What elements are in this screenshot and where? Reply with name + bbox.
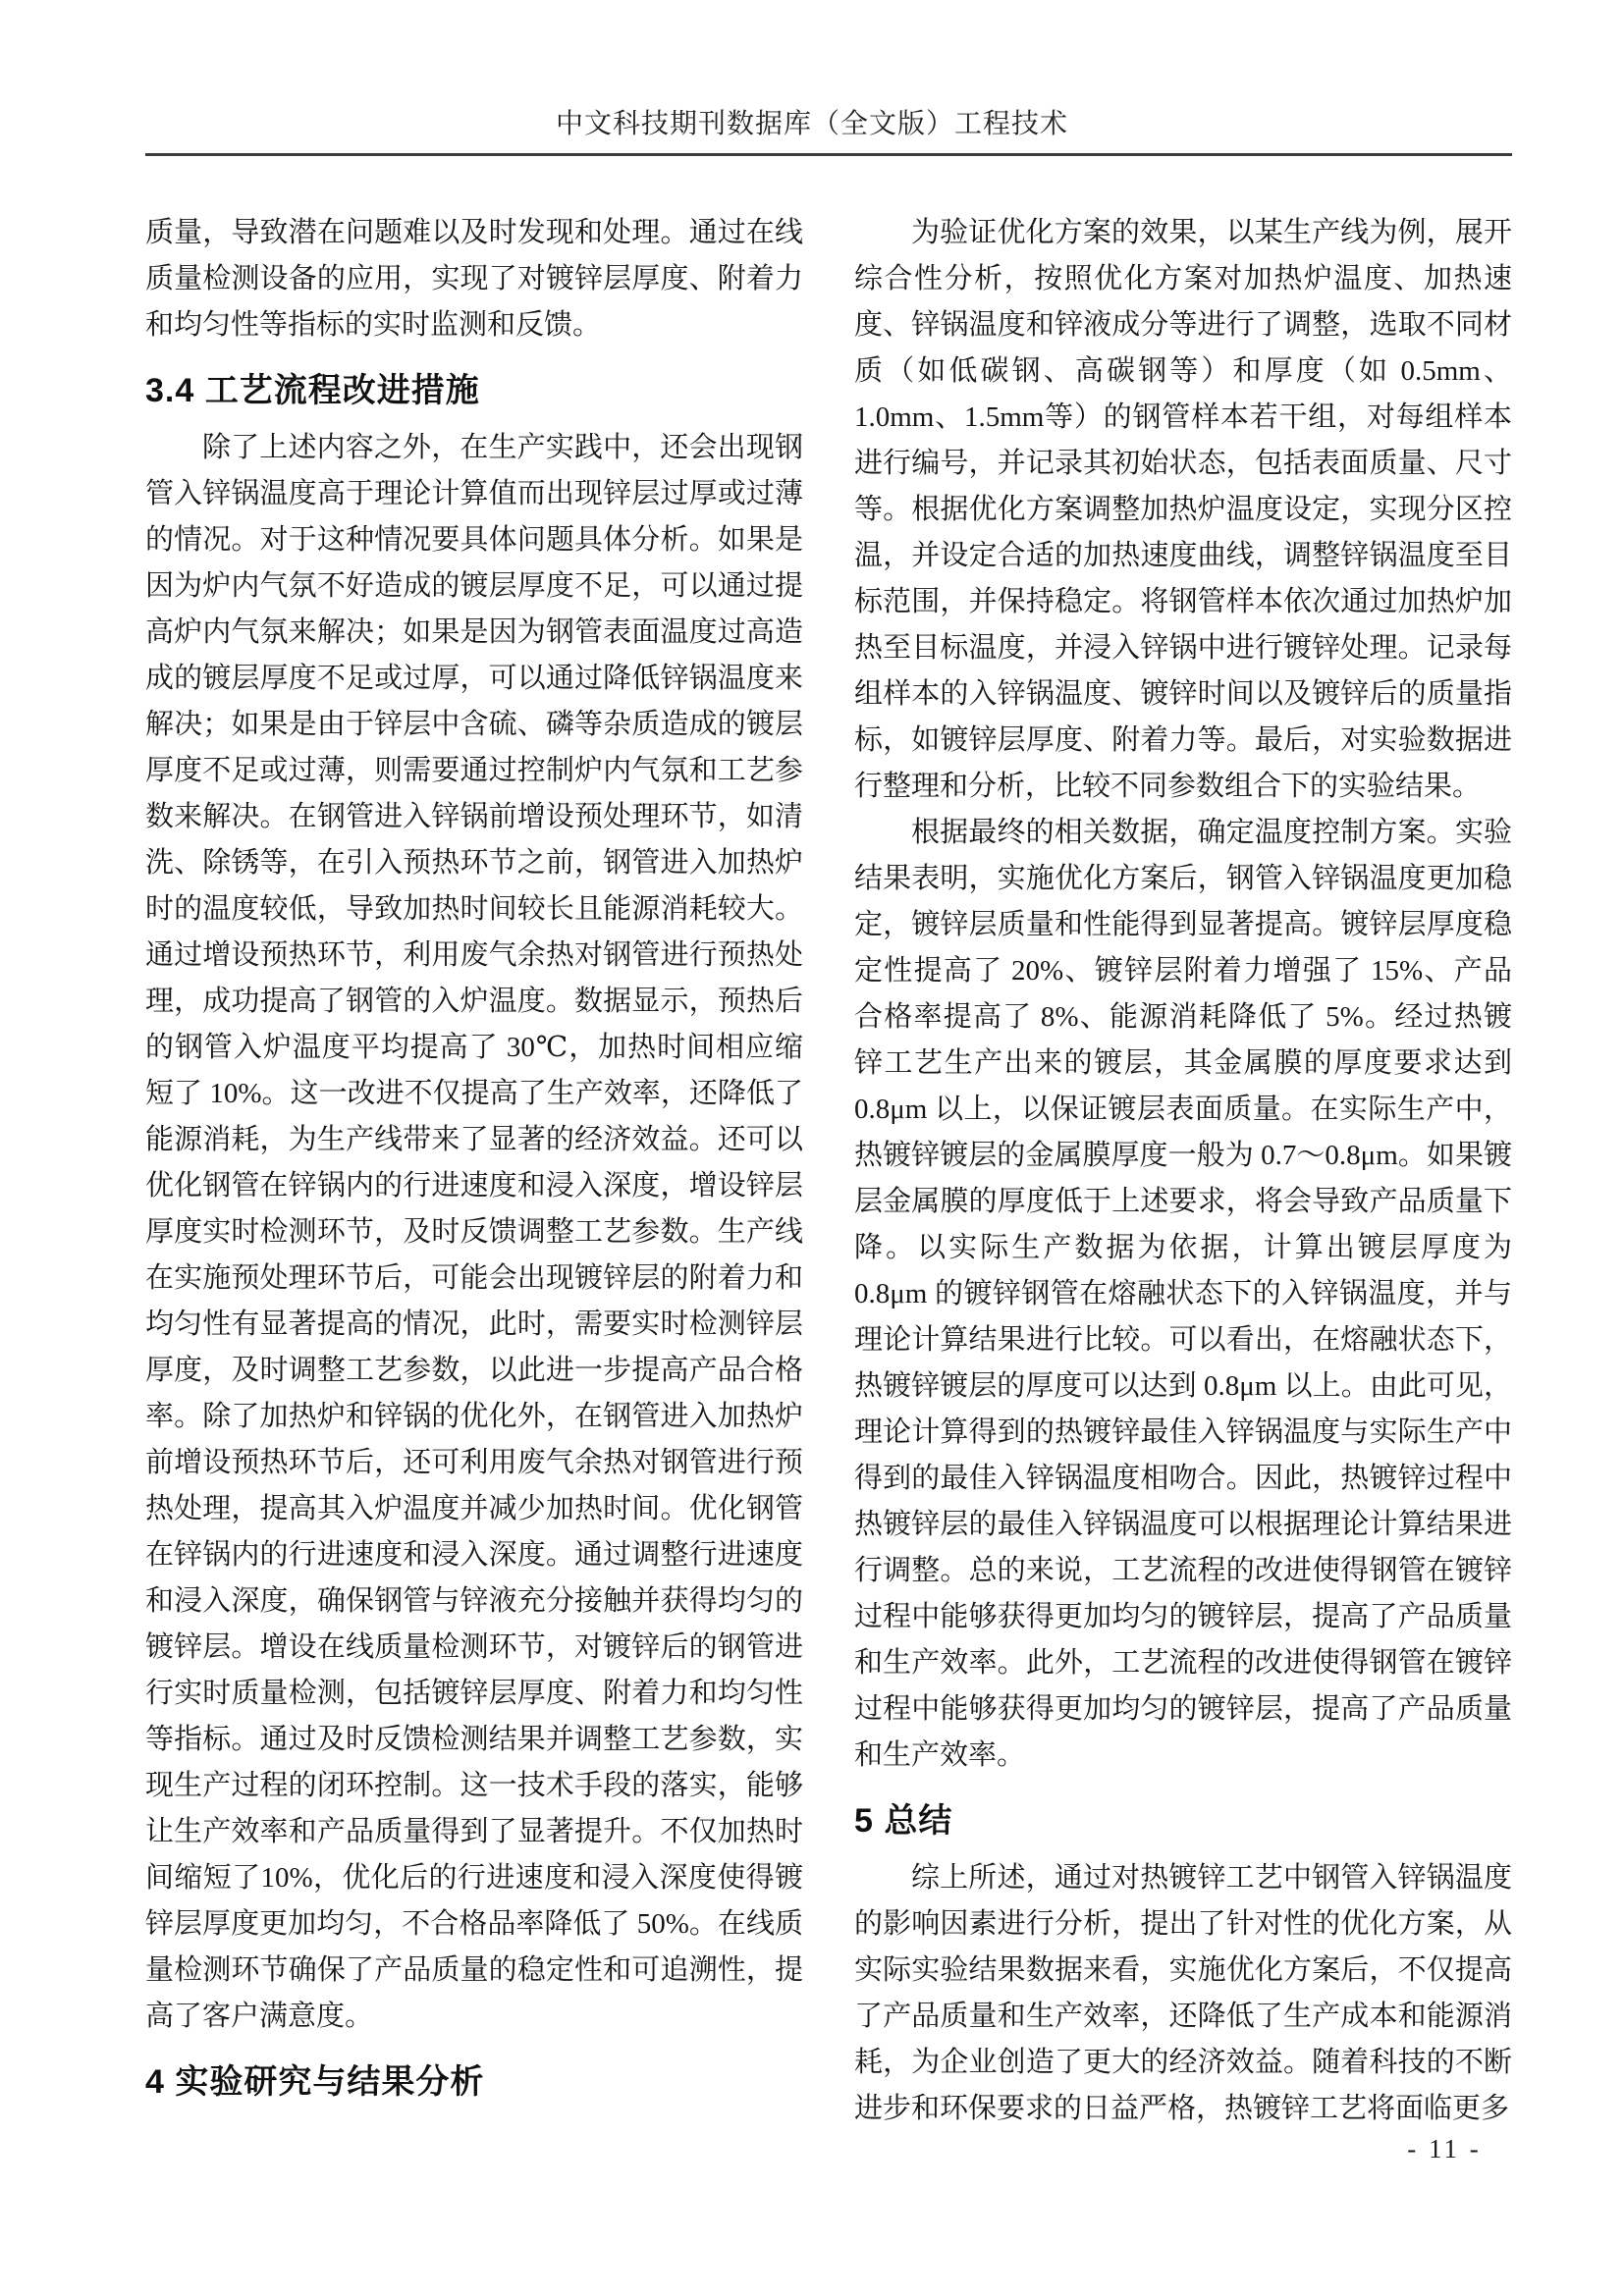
paragraph: 为验证优化方案的效果，以某生产线为例，展开综合性分析，按照优化方案对加热炉温度、加热速度、锌锅温度和锌液成分等进行了调整，选取不同材质（如低碳钢、高碳钢等）和厚度（如 0.5mm、1.0mm、1.5mm等）的钢管样本若干组，对每组样本进行编号，并记录其初始状态，包括表面质量、尺寸等。根据优化方案调整加热炉温度设定，实现分区控温，并设定合适的加热速度曲线，调整锌锅温度至目标范围，并保持稳定。将钢管样本依次通过加热炉加热至目标温度，并浸入锌锅中进行镀锌处理。记录每组样本的入锌锅温度、镀锌时间以及镀锌后的质量指标，如镀锌层厚度、附着力等。最后，对实验数据进行整理和分析，比较不同参数组合下的实验结果。: [854, 217, 1512, 802]
left-column: [145, 210, 803, 2132]
section-heading-3-4: 3.4 工艺流程改进措施: [145, 372, 480, 409]
two-column-layout: [145, 210, 1512, 2132]
paragraph: 质量，导致潜在问题难以及时发现和处理。通过在线质量检测设备的应用，实现了对镀锌层厚度、附着力和均匀性等指标的实时监测和反馈。: [145, 217, 803, 341]
paragraph: 综上所述，通过对热镀锌工艺中钢管入锌锅温度的影响因素进行分析，提出了针对性的优化方案，从实际实验结果数据来看，实施优化方案后，不仅提高了产品质量和生产效率，还降低了生产成本和能源消耗，为企业创造了更大的经济效益。随着科技的不断进步和环保要求的日益严格，热镀锌工艺将面临更多: [854, 1862, 1512, 2124]
page-number: - 11 -: [1407, 2134, 1482, 2163]
page-header-title: 中文科技期刊数据库（全文版）工程技术: [555, 109, 1068, 139]
right-column: [854, 210, 1512, 2132]
header-rule: [145, 153, 1512, 156]
section-heading-5: 5 总结: [854, 1802, 953, 1840]
paragraph: 根据最终的相关数据，确定温度控制方案。实验结果表明，实施优化方案后，钢管入锌锅温度更加稳定，镀锌层质量和性能得到显著提高。镀锌层厚度稳定性提高了 20%、镀锌层附着力增强了 15%、产品合格率提高了 8%、能源消耗降低了 5%。经过热镀锌工艺生产出来的镀层，其金属膜的厚度要求达到 0.8μm 以上，以保证镀层表面质量。在实际生产中，热镀锌镀层的金属膜厚度一般为 0.7～0.8μm。如果镀层金属膜的厚度低于上述要求，将会导致产品质量下降。以实际生产数据为依据，计算出镀层厚度为 0.8μm 的镀锌钢管在熔融状态下的入锌锅温度，并与理论计算结果进行比较。可以看出，在熔融状态下，热镀锌镀层的厚度可以达到 0.8μm 以上。由此可见，理论计算得到的热镀锌最佳入锌锅温度与实际生产中得到的最佳入锌锅温度相吻合。因此，热镀锌过程中热镀锌层的最佳入锌锅温度可以根据理论计算结果进行调整。总的来说，工艺流程的改进使得钢管在镀锌过程中能够获得更加均匀的镀锌层，提高了产品质量和生产效率。此外，工艺流程的改进使得钢管在镀锌过程中能够获得更加均匀的镀锌层，提高了产品质量和生产效率。: [854, 817, 1512, 1771]
section-heading-4: 4 实验研究与结果分析: [145, 2063, 485, 2101]
paragraph: 除了上述内容之外，在生产实践中，还会出现钢管入锌锅温度高于理论计算值而出现锌层过厚或过薄的情况。对于这种情况要具体问题具体分析。如果是因为炉内气氛不好造成的镀层厚度不足，可以通过提高炉内气氛来解决；如果是因为钢管表面温度过高造成的镀层厚度不足或过厚，可以通过降低锌锅温度来解决；如果是由于锌层中含硫、磷等杂质造成的镀层厚度不足或过薄，则需要通过控制炉内气氛和工艺参数来解决。在钢管进入锌锅前增设预处理环节，如清洗、除锈等，在引入预热环节之前，钢管进入加热炉时的温度较低，导致加热时间较长且能源消耗较大。通过增设预热环节，利用废气余热对钢管进行预热处理，成功提高了钢管的入炉温度。数据显示，预热后的钢管入炉温度平均提高了 30℃，加热时间相应缩短了 10%。这一改进不仅提高了生产效率，还降低了能源消耗，为生产线带来了显著的经济效益。还可以优化钢管在锌锅内的行进速度和浸入深度，增设锌层厚度实时检测环节，及时反馈调整工艺参数。生产线在实施预处理环节后，可能会出现镀锌层的附着力和均匀性有显著提高的情况，此时，需要实时检测锌层厚度，及时调整工艺参数，以此进一步提高产品合格率。除了加热炉和锌锅的优化外，在钢管进入加热炉前增设预热环节后，还可利用废气余热对钢管进行预热处理，提高其入炉温度并减少加热时间。优化钢管在锌锅内的行进速度和浸入深度。通过调整行进速度和浸入深度，确保钢管与锌液充分接触并获得均匀的镀锌层。增设在线质量检测环节，对镀锌后的钢管进行实时质量检测，包括镀锌层厚度、附着力和均匀性等指标。通过及时反馈检测结果并调整工艺参数，实现生产过程的闭环控制。这一技术手段的落实，能够让生产效率和产品质量得到了显著提升。不仅加热时间缩短了10%，优化后的行进速度和浸入深度使得镀锌层厚度更加均匀，不合格品率降低了 50%。在线质量检测环节确保了产品质量的稳定性和可追溯性，提高了客户满意度。: [145, 432, 803, 2032]
